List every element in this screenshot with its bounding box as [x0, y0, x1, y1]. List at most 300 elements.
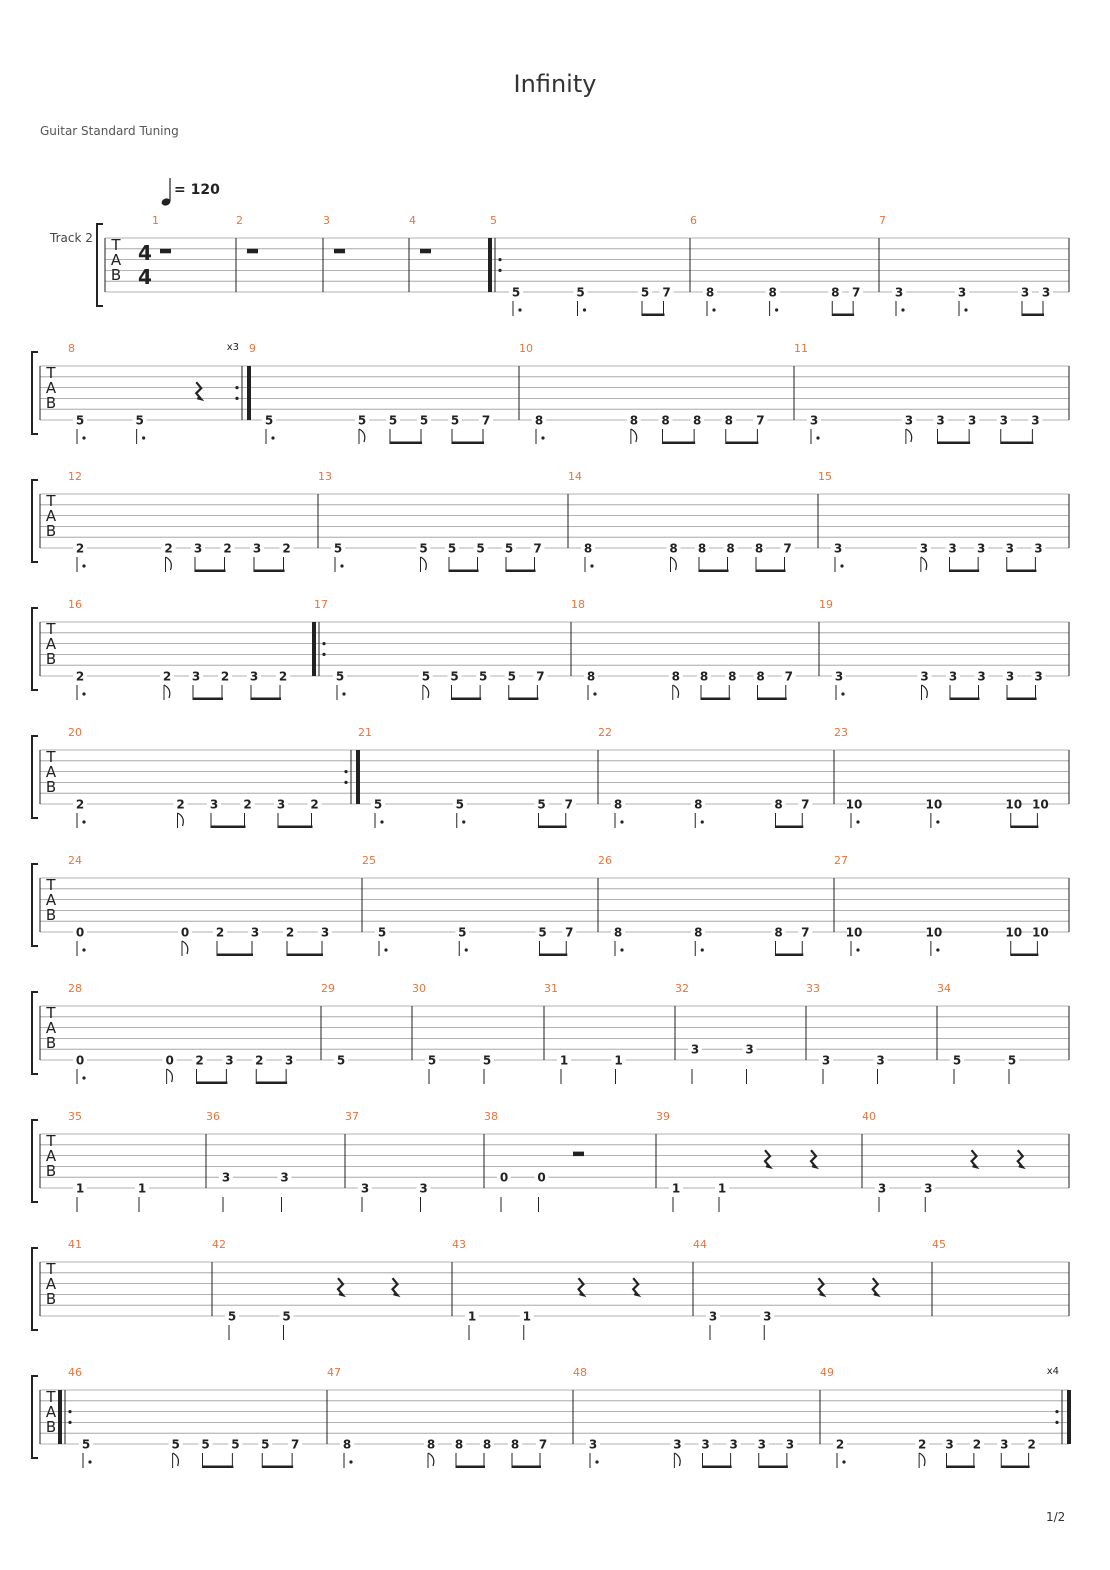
measure-number: 36 [206, 1110, 220, 1123]
fret-number: 1 [614, 1053, 623, 1068]
dot-icon [380, 820, 383, 823]
time-signature-top: 4 [138, 241, 152, 265]
beam [262, 1466, 293, 1469]
fret-number: 3 [1041, 285, 1051, 300]
beam [278, 826, 313, 829]
fret-number: 8 [534, 413, 544, 428]
repeat-dot [1055, 1421, 1058, 1424]
fret-number: 7 [533, 541, 542, 556]
beam [1007, 570, 1037, 573]
tab-clef-letter: T [46, 1388, 56, 1406]
fret-number: 3 [320, 925, 330, 940]
fret-number: 10 [1032, 797, 1049, 812]
repeat-dot [344, 781, 347, 784]
tab-clef-letter: A [110, 251, 122, 269]
tab-clef-letter: B [45, 394, 57, 412]
eighth-flag-icon [922, 685, 928, 698]
fret-number: 3 [957, 285, 967, 300]
fret-number: 5 [282, 1309, 291, 1324]
beam [211, 826, 246, 829]
fret-number: 8 [697, 541, 707, 556]
eighth-flag-icon [671, 557, 677, 570]
tab-clef-letter: B [45, 650, 57, 668]
tab-clef-letter: B [45, 906, 57, 924]
measure-number: 30 [412, 982, 426, 995]
dot-icon [82, 820, 85, 823]
dot-icon [518, 308, 521, 311]
fret-number: 3 [419, 1181, 428, 1196]
dot-icon [590, 564, 593, 567]
quarter-rest-icon [811, 1150, 816, 1167]
tab-clef-letter: A [45, 379, 57, 397]
measure-number: 35 [68, 1110, 82, 1123]
fret-number: 8 [724, 413, 733, 428]
fret-number: 10 [1032, 925, 1049, 940]
system-bracket [32, 1376, 38, 1458]
fret-number: 5 [377, 925, 387, 940]
fret-number: 8 [774, 797, 783, 812]
dot-icon [595, 1460, 598, 1463]
fret-number: 8 [756, 669, 765, 684]
fret-number: 3 [1034, 669, 1043, 684]
tab-system [32, 726, 1069, 828]
measure-number: 10 [519, 342, 533, 355]
fret-number: 7 [783, 541, 792, 556]
tab-system [32, 1238, 1069, 1340]
measure-number: 41 [68, 1238, 82, 1251]
beam [512, 1466, 541, 1469]
fret-number: 3 [745, 1042, 754, 1057]
fret-number: 8 [342, 1437, 352, 1452]
eighth-flag-icon [164, 685, 170, 698]
system-bracket [32, 1248, 38, 1330]
fret-number: 7 [756, 413, 765, 428]
measure-number: 27 [834, 854, 848, 867]
measure-number: 11 [794, 342, 808, 355]
measure-number: 44 [693, 1238, 707, 1251]
fret-number: 5 [171, 1437, 180, 1452]
fret-number: 3 [809, 413, 819, 428]
measure-number: 2 [236, 214, 243, 227]
fret-number: 3 [701, 1437, 710, 1452]
fret-number: 8 [754, 541, 764, 556]
fret-number: 5 [458, 925, 467, 940]
fret-number: 5 [231, 1437, 240, 1452]
fret-number: 5 [507, 669, 516, 684]
fret-number: 2 [162, 669, 172, 684]
fret-number: 3 [249, 669, 259, 684]
quarter-rest-icon [873, 1278, 878, 1295]
tab-system [49, 214, 1069, 316]
fret-number: 8 [671, 669, 680, 684]
fret-number: 3 [1031, 413, 1040, 428]
fret-number: 5 [227, 1309, 237, 1324]
fret-number: 0 [537, 1170, 546, 1185]
fret-number: 5 [264, 413, 274, 428]
whole-rest-icon [420, 249, 431, 254]
dot-icon [82, 436, 85, 439]
half-rest-icon [573, 1152, 584, 1157]
eighth-flag-icon [673, 685, 679, 698]
fret-number: 5 [388, 413, 398, 428]
tab-clef-letter: A [45, 1275, 57, 1293]
fret-number: 10 [1005, 797, 1023, 812]
tab-system [32, 1366, 1071, 1468]
dot-icon [342, 692, 345, 695]
fret-number: 5 [504, 541, 514, 556]
fret-number: 10 [925, 925, 943, 940]
tab-clef-letter: A [45, 1019, 57, 1037]
fret-number: 8 [583, 541, 593, 556]
system-bracket [32, 736, 38, 818]
eighth-flag-icon [182, 941, 188, 954]
fret-number: 8 [831, 285, 840, 300]
fret-number: 3 [1005, 541, 1014, 556]
measure-number: 29 [321, 982, 335, 995]
fret-number: 3 [209, 797, 219, 812]
measure-number: 21 [358, 726, 372, 739]
fret-number: 5 [421, 669, 431, 684]
fret-number: 5 [952, 1053, 962, 1068]
measure-number: 33 [806, 982, 820, 995]
fret-number: 2 [278, 669, 288, 684]
fret-number: 2 [195, 1053, 204, 1068]
beam [452, 442, 484, 445]
fret-number: 5 [478, 669, 488, 684]
fret-number: 0 [75, 1053, 85, 1068]
fret-number: 5 [333, 541, 343, 556]
beam [1007, 698, 1037, 701]
beam [1011, 826, 1039, 829]
dot-icon [384, 948, 387, 951]
repeat-dot [1055, 1410, 1058, 1413]
measure-number: 25 [362, 854, 376, 867]
beam [193, 698, 223, 701]
fret-number: 3 [221, 1170, 231, 1185]
fret-number: 8 [726, 541, 735, 556]
dot-icon [901, 308, 904, 311]
eighth-flag-icon [359, 429, 365, 442]
system-bracket [32, 992, 38, 1074]
tempo-marking [161, 178, 221, 207]
fret-number: 5 [537, 797, 546, 812]
beam [758, 698, 787, 701]
beam [701, 698, 730, 701]
fret-number: 8 [728, 669, 737, 684]
fret-number: 3 [894, 285, 904, 300]
fret-number: 5 [450, 413, 460, 428]
tab-clef-letter: A [45, 1403, 57, 1421]
fret-number: 2 [310, 797, 319, 812]
repeat-dot [322, 653, 325, 656]
fret-number: 7 [662, 285, 671, 300]
beam [509, 698, 539, 701]
fret-number: 5 [373, 797, 383, 812]
fret-number: 5 [640, 285, 650, 300]
beam [776, 954, 804, 957]
fret-number: 5 [427, 1053, 437, 1068]
repeat-dot [498, 258, 501, 261]
tab-system [32, 342, 1069, 444]
fret-number: 5 [455, 797, 464, 812]
fret-number: 3 [976, 541, 986, 556]
dot-icon [701, 948, 704, 951]
repeat-end-thick-bar [356, 750, 360, 804]
fret-number: 8 [692, 413, 702, 428]
fret-number: 5 [357, 413, 367, 428]
fret-number: 10 [845, 797, 863, 812]
tab-clef-letter: T [46, 1004, 56, 1022]
repeat-count: x3 [226, 342, 239, 353]
fret-number: 3 [945, 1437, 954, 1452]
dot-icon [816, 436, 819, 439]
dot-icon [462, 820, 465, 823]
fret-number: 5 [576, 285, 585, 300]
beam [251, 698, 281, 701]
tab-clef-letter: A [45, 635, 57, 653]
beam [195, 570, 226, 573]
measure-number: 40 [862, 1110, 876, 1123]
measure-number: 6 [690, 214, 697, 227]
fret-number: 8 [768, 285, 777, 300]
measure-number: 5 [490, 214, 497, 227]
repeat-start-thick-bar [58, 1390, 62, 1444]
fret-number: 3 [252, 541, 262, 556]
fret-number: 5 [81, 1437, 91, 1452]
fret-number: 3 [191, 669, 201, 684]
dot-icon [842, 1460, 845, 1463]
fret-number: 3 [999, 413, 1008, 428]
dot-icon [349, 1460, 352, 1463]
beam [832, 314, 854, 317]
dot-icon [701, 820, 704, 823]
fret-number: 5 [419, 413, 429, 428]
fret-number: 0 [499, 1170, 509, 1185]
fret-number: 3 [588, 1437, 598, 1452]
fret-number: 3 [763, 1309, 772, 1324]
tab-clef-letter: A [45, 891, 57, 909]
fret-number: 2 [75, 541, 85, 556]
dot-icon [936, 948, 939, 951]
measure-number: 26 [598, 854, 612, 867]
fret-number: 3 [193, 541, 203, 556]
dot-icon [583, 308, 586, 311]
measure-number: 23 [834, 726, 848, 739]
beam [506, 570, 536, 573]
fret-number: 2 [972, 1437, 982, 1452]
fret-number: 1 [137, 1181, 147, 1196]
fret-number: 8 [426, 1437, 436, 1452]
fret-number: 8 [629, 413, 639, 428]
tab-clef-letter: T [46, 364, 56, 382]
measure-number: 18 [571, 598, 585, 611]
tab-clef-letter: T [46, 748, 56, 766]
fret-number: 3 [948, 669, 958, 684]
fret-number: 2 [75, 797, 85, 812]
fret-number: 2 [164, 541, 173, 556]
beam [703, 1466, 732, 1469]
fret-number: 3 [821, 1053, 831, 1068]
whole-rest-icon [247, 249, 258, 254]
tab-system [32, 470, 1069, 572]
measure-number: 1 [152, 214, 159, 227]
eighth-flag-icon [166, 557, 172, 570]
fret-number: 3 [936, 413, 945, 428]
repeat-end-thick-bar [1067, 1390, 1071, 1444]
fret-number: 3 [1034, 541, 1043, 556]
fret-number: 3 [1000, 1437, 1009, 1452]
fret-number: 5 [135, 413, 144, 428]
dot-icon [775, 308, 778, 311]
quarter-rest-icon [633, 1278, 638, 1295]
quarter-rest-icon [765, 1150, 770, 1167]
fret-number: 2 [223, 541, 232, 556]
measure-number: 20 [68, 726, 82, 739]
fret-number: 8 [669, 541, 678, 556]
eighth-flag-icon [631, 429, 637, 442]
measure-number: 15 [818, 470, 832, 483]
fret-number: 1 [522, 1309, 531, 1324]
beam [539, 826, 567, 829]
fret-number: 3 [920, 669, 929, 684]
eighth-flag-icon [173, 1453, 179, 1466]
tab-clef-letter: B [110, 266, 122, 284]
fret-number: 7 [536, 669, 545, 684]
fret-number: 3 [876, 1053, 885, 1068]
fret-number: 8 [699, 669, 709, 684]
measure-number: 14 [568, 470, 582, 483]
fret-number: 3 [757, 1437, 766, 1452]
fret-number: 7 [290, 1437, 300, 1452]
quarter-rest-icon [196, 382, 201, 399]
fret-number: 3 [284, 1053, 294, 1068]
tab-clef-letter: T [46, 1132, 56, 1150]
quarter-rest-icon [1018, 1150, 1023, 1167]
repeat-dot [322, 642, 325, 645]
fret-number: 3 [1005, 669, 1015, 684]
dot-icon [271, 436, 274, 439]
measure-number: 3 [323, 214, 330, 227]
repeat-start-thick-bar [312, 622, 316, 676]
fret-number: 2 [835, 1437, 845, 1452]
fret-number: 3 [276, 797, 286, 812]
quarter-rest-icon [972, 1150, 977, 1167]
dot-icon [82, 564, 85, 567]
measure-number: 45 [932, 1238, 946, 1251]
fret-number: 5 [450, 669, 459, 684]
fret-number: 2 [220, 669, 230, 684]
dot-icon [465, 948, 468, 951]
time-signature-bottom: 4 [138, 265, 152, 289]
fret-number: 3 [250, 925, 260, 940]
system-bracket [32, 480, 38, 562]
beam [642, 314, 665, 317]
beam [540, 954, 568, 957]
fret-number: 2 [255, 1053, 264, 1068]
measure-number: 8 [68, 342, 75, 355]
fret-number: 3 [708, 1309, 718, 1324]
fret-number: 3 [924, 1181, 933, 1196]
fret-number: 7 [481, 413, 491, 428]
eighth-flag-icon [428, 1453, 434, 1466]
tab-clef-letter: A [45, 763, 57, 781]
measure-number: 32 [675, 982, 689, 995]
measure-number: 17 [314, 598, 328, 611]
fret-number: 5 [538, 925, 547, 940]
system-bracket [32, 608, 38, 690]
tab-system [32, 598, 1069, 700]
repeat-dot [498, 269, 501, 272]
measure-number: 31 [544, 982, 558, 995]
system-bracket [97, 224, 103, 306]
tab-system [32, 854, 1069, 956]
fret-number: 7 [784, 669, 793, 684]
repeat-dot [235, 386, 238, 389]
measure-number: 19 [819, 598, 833, 611]
beam [1001, 1466, 1029, 1469]
measure-number: 28 [68, 982, 82, 995]
measure-number: 43 [452, 1238, 466, 1251]
repeat-dot [68, 1410, 71, 1413]
measure-number: 16 [68, 598, 82, 611]
fret-number: 8 [454, 1437, 464, 1452]
fret-number: 5 [335, 669, 345, 684]
dot-icon [142, 436, 145, 439]
fret-number: 2 [917, 1437, 927, 1452]
tab-system [32, 982, 1069, 1084]
measure-number: 34 [937, 982, 951, 995]
fret-number: 10 [845, 925, 863, 940]
fret-number: 5 [447, 541, 457, 556]
tab-clef-letter: T [46, 620, 56, 638]
fret-number: 8 [613, 925, 623, 940]
fret-number: 5 [1007, 1053, 1017, 1068]
tab-clef-letter: T [46, 492, 56, 510]
fret-number: 7 [565, 925, 574, 940]
fret-number: 8 [482, 1437, 492, 1452]
fret-number: 3 [673, 1437, 682, 1452]
repeat-dot [344, 770, 347, 773]
fret-number: 8 [694, 925, 703, 940]
system-bracket [32, 864, 38, 946]
dot-icon [856, 948, 859, 951]
fret-number: 2 [215, 925, 225, 940]
beam [950, 570, 980, 573]
fret-number: 0 [75, 925, 85, 940]
fret-number: 7 [801, 797, 810, 812]
beam [699, 570, 729, 573]
fret-number: 3 [919, 541, 929, 556]
dot-icon [541, 436, 544, 439]
dot-icon [88, 1460, 91, 1463]
fret-number: 8 [661, 413, 670, 428]
tab-clef-letter: B [45, 1418, 57, 1436]
tab-clef-letter: T [46, 1260, 56, 1278]
beam [217, 954, 253, 957]
fret-number: 2 [243, 797, 252, 812]
fret-number: 3 [225, 1053, 234, 1068]
repeat-dot [68, 1421, 71, 1424]
fret-number: 5 [482, 1053, 492, 1068]
fret-number: 2 [282, 541, 291, 556]
measure-number: 42 [212, 1238, 226, 1251]
beam [663, 442, 696, 445]
beam [1011, 954, 1039, 957]
beam [390, 442, 422, 445]
eighth-flag-icon [423, 685, 429, 698]
fret-number: 8 [694, 797, 703, 812]
fret-number: 1 [467, 1309, 477, 1324]
